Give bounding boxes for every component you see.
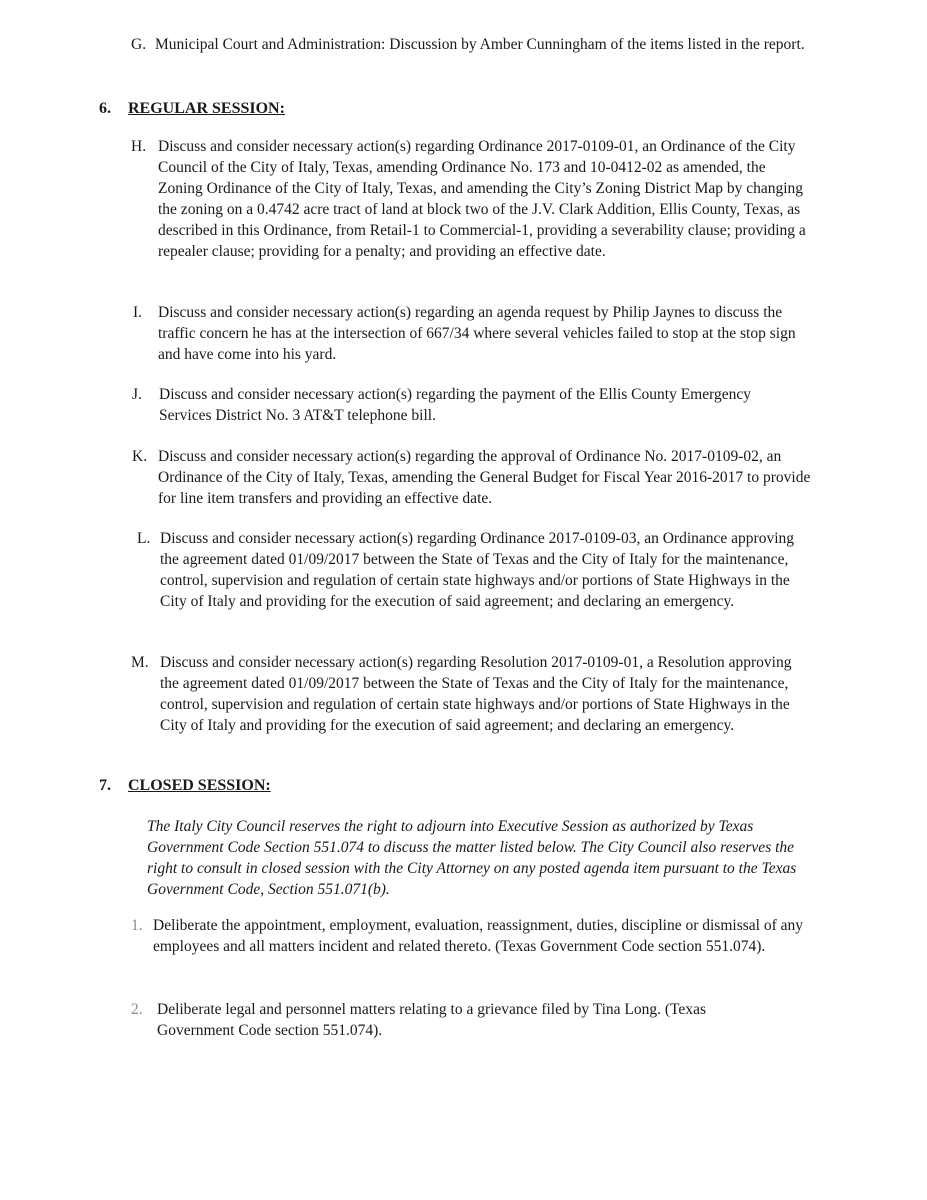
section-heading-regular-session bbox=[99, 98, 499, 120]
item-text: Deliberate legal and personnel matters relating to a grievance filed by Tina Long. (Texas Government Code section 551.074). bbox=[157, 1001, 706, 1039]
agenda-item-k bbox=[132, 446, 817, 509]
section-number: 7. bbox=[99, 777, 111, 794]
closed-item-2 bbox=[131, 999, 721, 1041]
section-number: 6. bbox=[99, 100, 111, 117]
agenda-item-j bbox=[132, 384, 812, 426]
section-heading-closed-session bbox=[99, 775, 499, 797]
item-marker: G. bbox=[131, 36, 147, 53]
agenda-item-l bbox=[137, 528, 812, 612]
item-marker: 2. bbox=[131, 1001, 143, 1018]
item-text: Discuss and consider necessary action(s) regarding the approval of Ordinance No. 2017-0109-02, an Ordinance of the City of Italy, Texas, amending the General Budget for Fiscal Year 2016-2017 to provide for line item transfers and providing an effective date. bbox=[158, 448, 811, 507]
agenda-item-g bbox=[131, 34, 821, 55]
item-marker: L. bbox=[137, 530, 151, 547]
section-title: CLOSED SESSION: bbox=[128, 777, 271, 794]
closed-session-note: The Italy City Council reserves the right to adjourn into Executive Session as authorized by Texas Government Code Section 551.074 to discuss the matter listed below. The City Council also reserves the right to consult in closed session with the City Attorney on any posted agenda item pursuant to the Texas Government Code, Section 551.071(b). bbox=[147, 818, 797, 898]
item-marker: 1. bbox=[131, 917, 143, 934]
agenda-item-m bbox=[131, 652, 812, 736]
item-text: Discuss and consider necessary action(s) regarding the payment of the Ellis County Emergency Services District No. 3 AT&T telephone bill. bbox=[159, 386, 751, 424]
agenda-item-i bbox=[133, 302, 818, 365]
item-text: Discuss and consider necessary action(s) regarding Ordinance 2017-0109-01, an Ordinance of the City Council of the City of Italy, Texas, amending Ordinance No. 173 and 10-0412-02 as amended, the Zoning Ordinance of the City of Italy, Texas, and amending the City’s Zoning District Map by changing the zoning on a 0.4742 acre tract of land at block two of the J.V. Clark Addition, Ellis County, Texas, as described in this Ordinance, from Retail-1 to Commercial-1, providing a severability clause; providing a repealer clause; providing for a penalty; and providing an effective date. bbox=[158, 138, 806, 260]
agenda-item-h bbox=[131, 136, 811, 262]
item-text: Municipal Court and Administration: Discussion by Amber Cunningham of the items listed in the report. bbox=[155, 36, 805, 53]
section-title: REGULAR SESSION: bbox=[128, 100, 285, 117]
item-text: Discuss and consider necessary action(s) regarding an agenda request by Philip Jaynes to discuss the traffic concern he has at the intersection of 667/34 where several vehicles failed to stop at the stop sign and have come into his yard. bbox=[158, 304, 796, 363]
item-marker: M. bbox=[131, 654, 149, 671]
item-text: Discuss and consider necessary action(s) regarding Ordinance 2017-0109-03, an Ordinance approving the agreement dated 01/09/2017 between the State of Texas and the City of Italy for the maintenance, control, supervision and regulation of certain state highways and/or portions of State Highways in the City of Italy and providing for the execution of said agreement; and declaring an emergency. bbox=[160, 530, 795, 610]
closed-item-1 bbox=[131, 915, 821, 957]
item-marker: I. bbox=[133, 304, 143, 321]
item-text: Discuss and consider necessary action(s) regarding Resolution 2017-0109-01, a Resolution approving the agreement dated 01/09/2017 between the State of Texas and the City of Italy for the maintenance, control, supervision and regulation of certain state highways and/or portions of State Highways in the City of Italy and providing for the execution of said agreement; and declaring an emergency. bbox=[160, 654, 792, 734]
item-marker: H. bbox=[131, 138, 147, 155]
item-text: Deliberate the appointment, employment, evaluation, reassignment, duties, discipline or dismissal of any employees and all matters incident and related thereto. (Texas Government Code section 551.074). bbox=[153, 917, 803, 955]
item-marker: K. bbox=[132, 448, 148, 465]
item-marker: J. bbox=[132, 386, 142, 403]
